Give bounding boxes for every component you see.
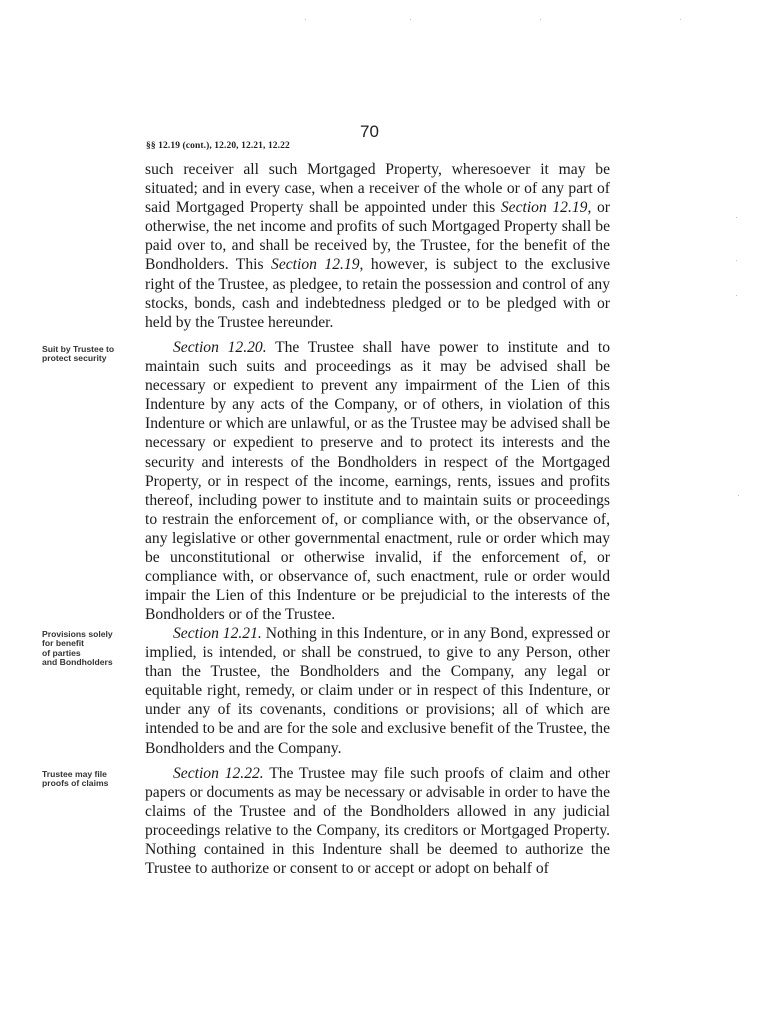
section-reference: Section 12.19 [500,199,588,217]
scan-speck [540,19,541,20]
scan-speck [738,495,739,496]
scan-speck [305,19,306,20]
continuation-paragraph [145,160,610,332]
section-text: The Trustee shall have power to institute and to maintain such suits and proceedings as it may be advised shall be necessary or expedient to prevent any impairment of the Lien of this Indenture by any acts of the Company, or of others, in violation of this Indenture or which are unlawful, or as the Trustee may be advised shall be necessary or expedient to preserve and to protect its interests and the security and interests of the Bondholders in respect of the Mortgaged Property, or in respect of the income, earnings, rents, issues and profits thereof, including power to institute and to maintain suits or proceedings to restrain the enforcement of, or compliance with, or the observance of, any legislative or other governmental enactment, rule or order which may be unconstitutional or otherwise invalid, if the enforcement of, or compliance with, or observance of, such enactment, rule or order would impair the Lien of this Indenture or be prejudicial to the interests of the Bondholders or of the Trustee. [145,339,611,624]
margin-note-line: proofs of claims [42,778,109,789]
section-12-22 [145,764,610,879]
section-12-20 [145,338,610,624]
continuation-text-3: , however, is subject to the exclusive right of the Trustee, as pledgee, to retain the possession and control of any stocks, bonds, cash and indebtedness pledged or to be pledged with or held by the Trustee hereunder. [145,256,610,331]
margin-note-line: Provisions solely [42,629,113,639]
section-heading: Section 12.21. [173,625,262,642]
scan-speck [736,217,737,218]
scan-speck [410,19,411,20]
section-12-21 [145,624,610,758]
continuation-text-2: , or otherwise, the net income and profits of such Mortgaged Property shall be paid over to, and shall be received by, the Trustee, for the benefit of the Bondholders. This [145,199,610,274]
section-heading: Section 12.20. [173,339,267,356]
margin-note-suit-by-trustee [42,345,137,364]
margin-note-proofs-of-claims [42,770,137,789]
margin-note-provisions-solely [42,630,137,668]
section-reference: Section 12.19 [271,256,360,274]
section-text: The Trustee may file such proofs of claim and other papers or documents as may be necessary or advisable in order to have the claims of the Trustee and of the Bondholders allowed in any judicial proceedings relative to the Company, its creditors or Mortgaged Property. Nothing contained in this Indenture shall be deemed to authorize the Trustee to authorize or consent to or accept or adopt on behalf of [145,765,610,878]
margin-note-line: for benefit [42,638,85,649]
margin-note-line: protect security [42,353,107,364]
continuation-text-1: such receiver all such Mortgaged Property, wheresoever it may be situated; and in every case, when a receiver of the whole or of any part of said Mortgaged Property shall be appointed under this [145,161,610,217]
margin-note-line: and Bondholders [42,657,113,668]
margin-note-line: of parties [42,647,81,658]
margin-note-line: Suit by Trustee to [42,344,115,354]
section-text: Nothing in this Indenture, or in any Bond, expressed or implied, is intended, or shall be construed, to give to any Person, other than the Trustee, the Bondholders and the Company, any legal or equitable right, remedy, or claim under or in respect of this Indenture, or under any of its covenants, conditions or provisions; all of which are intended to be and are for the sole and exclusive benefit of the Trustee, the Bondholders and the Company. [145,625,611,757]
page-number: 70 [360,122,379,141]
running-head: §§ 12.19 (cont.), 12.20, 12.21, 12.22 [146,141,290,151]
scan-speck [680,19,681,20]
section-heading: Section 12.22. [173,765,264,782]
scan-speck [736,260,737,261]
margin-note-line: Trustee may file [42,769,107,779]
scan-speck [736,295,737,296]
